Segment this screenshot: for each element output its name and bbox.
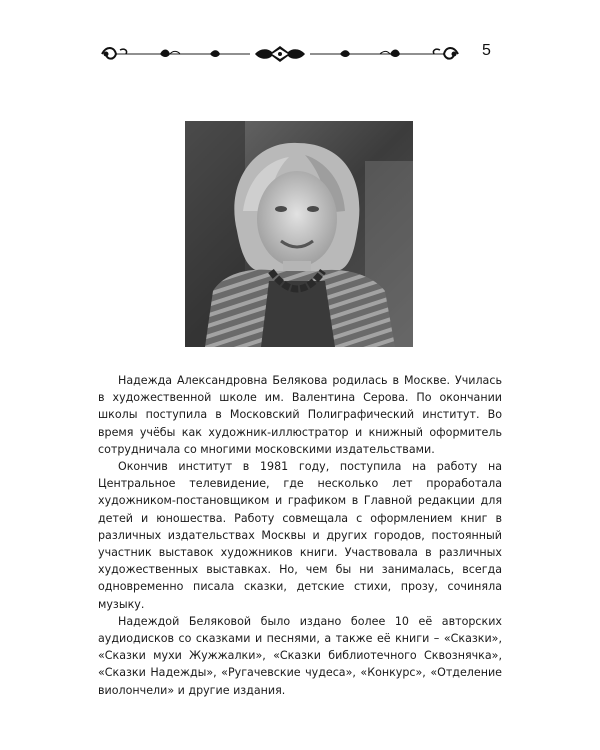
biography-paragraph: Надеждой Беляковой было издано более 10 её авторских аудиодисков со сказками и песнями, а также её книги – «Сказки», «Сказки мухи Жужжалки», «Сказки библиотечного Сквознячка», «Сказки Надежды», «Ругачевские чудеса», «Конкурс», «Отделение виолончели» и другие издания.: [98, 614, 502, 697]
header-ornament: [100, 42, 460, 66]
woman-portrait-icon: [185, 121, 413, 347]
portrait-photo: [185, 121, 413, 347]
page-number: 5: [482, 42, 491, 59]
biography-paragraph: Окончив институт в 1981 году, поступила на работу на Центральное телевидение, где несколько лет проработала художником-постановщиком и графиком в Главной редакции для детей и юношества. Работу совмещала с оформлением книг в различных издательствах Москвы и других городов, постоянный участник выставок художников книги. Участвовала в различных художественных выставках. Но, чем бы ни занималась, всегда одновременно писала сказки, детские стихи, прозу, сочиняла музыку.: [98, 460, 502, 611]
biography-text: [98, 372, 502, 699]
biography-paragraph: Надежда Александровна Белякова родилась в Москве. Училась в художественной школе им. Валентина Серова. По окончании школы поступила в Московский Полиграфический институт. Во время учёбы как художник-иллюстратор и книжный оформитель сотрудничала со многими московскими издательствами.: [98, 374, 502, 456]
